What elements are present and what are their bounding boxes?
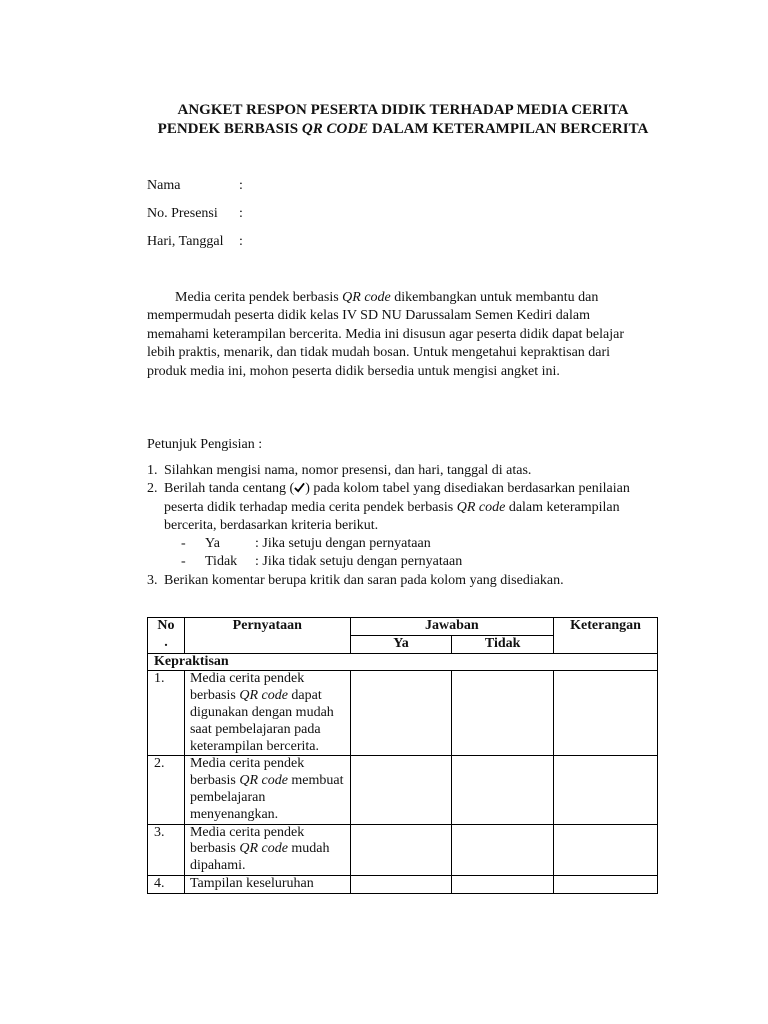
option-tidak-label: Tidak	[205, 554, 238, 570]
intro-em: QR code	[342, 290, 391, 305]
petunjuk-heading: Petunjuk Pengisian :	[147, 437, 263, 452]
header-keterangan: Keterangan	[554, 618, 658, 654]
cell-tidak[interactable]	[452, 756, 554, 824]
row-statement-pre: Media cerita pendek berbasis	[189, 824, 305, 857]
questionnaire-table	[147, 617, 658, 894]
header-no-dot: .	[164, 634, 168, 650]
cell-ya[interactable]	[350, 875, 452, 893]
cell-ya[interactable]	[350, 756, 452, 824]
field-presensi-sep: :	[239, 206, 243, 221]
option-ya	[164, 535, 667, 553]
header-no	[148, 618, 185, 654]
row-statement	[184, 824, 350, 875]
option-tidak	[164, 553, 667, 571]
instruction-2-mid: ) pada kolom tabel yang disediakan berdasarkan penilaian peserta didik terhadap media cerita pendek berbasis	[164, 481, 630, 515]
field-nama	[147, 177, 243, 195]
field-hari-tanggal-sep: :	[239, 234, 243, 249]
row-statement-em: QR code	[239, 688, 288, 704]
instruction-2-post: dalam keterampilan bercerita, berdasarkan kriteria berikut.	[164, 499, 620, 533]
row-statement-post: dapat digunakan dengan mudah saat pembelajaran pada keterampilan bercerita.	[189, 688, 334, 754]
row-statement	[184, 756, 350, 824]
title-line-2-em: QR CODE	[301, 121, 369, 137]
table-row	[148, 824, 658, 875]
field-nama-sep: :	[239, 178, 243, 193]
option-tidak-dash: -	[181, 554, 186, 570]
instruction-2-number: 2.	[147, 481, 158, 497]
row-statement-pre: Media cerita pendek berbasis	[189, 756, 305, 789]
field-nama-label: Nama	[147, 178, 181, 193]
section-row	[148, 653, 658, 671]
table-header-row	[148, 618, 658, 636]
option-ya-desc: : Jika setuju dengan pernyataan	[255, 536, 431, 552]
row-statement-em: QR code	[239, 841, 288, 857]
cell-tidak[interactable]	[452, 671, 554, 756]
instruction-3-text: Berikan komentar berupa kritik dan saran pada kolom yang disediakan.	[164, 572, 564, 588]
option-tidak-desc: : Jika tidak setuju dengan pernyataan	[255, 554, 463, 570]
header-jawaban: Jawaban	[350, 618, 553, 636]
intro-pre: Media cerita pendek berbasis	[175, 290, 343, 305]
row-number: 1.	[148, 671, 185, 756]
row-statement-em: QR code	[239, 773, 288, 789]
option-ya-dash: -	[181, 536, 186, 552]
row-number: 4.	[148, 875, 185, 893]
table-row	[148, 875, 658, 893]
field-presensi	[147, 205, 243, 223]
cell-keterangan[interactable]	[554, 671, 658, 756]
cell-tidak[interactable]	[452, 875, 554, 893]
row-statement-pre: Media cerita pendek berbasis	[189, 671, 305, 704]
instruction-1-text: Silahkan mengisi nama, nomor presensi, dan hari, tanggal di atas.	[164, 463, 532, 478]
title-line-1: ANGKET RESPON PESERTA DIDIK TERHADAP MEDIA CERITA	[177, 102, 629, 118]
cell-ya[interactable]	[350, 671, 452, 756]
field-hari-tanggal-label: Hari, Tanggal	[147, 234, 224, 249]
instruction-2-em: QR code	[456, 499, 506, 515]
title-line-2	[100, 120, 706, 139]
header-no-text: No	[157, 618, 175, 633]
header-pernyataan: Pernyataan	[184, 618, 350, 654]
row-statement-post: membuat pembelajaran menyenangkan.	[189, 773, 344, 822]
title-line-2-post: DALAM KETERAMPILAN BERCERITA	[368, 121, 649, 137]
checkmark-icon	[294, 482, 305, 493]
instruction-list	[147, 462, 667, 590]
section-kepraktisan: Kepraktisan	[148, 653, 658, 671]
row-statement-pre: Tampilan keseluruhan	[189, 875, 314, 891]
instruction-2-pre: Berilah tanda centang (	[164, 481, 295, 497]
document-title	[100, 101, 706, 139]
instruction-1-number: 1.	[147, 463, 158, 478]
instruction-item-2	[147, 480, 667, 571]
intro-paragraph	[147, 289, 647, 381]
field-presensi-label: No. Presensi	[147, 206, 218, 221]
instruction-item-1	[147, 462, 667, 480]
header-tidak: Tidak	[452, 635, 554, 653]
intro-post: dikembangkan untuk membantu dan mempermudah peserta didik kelas IV SD NU Darussalam Semen Kediri dalam memahami keterampilan bercerita. Media ini disusun agar peserta didik dapat belajar lebih praktis, menarik, dan tidak mudah bosan. Untuk mengetahui kepraktisan dari produk media ini, mohon peserta didik bersedia untuk mengisi angket ini.	[147, 290, 624, 379]
row-statement	[184, 671, 350, 756]
title-line-2-pre: PENDEK BERBASIS	[157, 121, 302, 137]
row-statement-post: mudah dipahami.	[189, 841, 330, 874]
option-ya-label: Ya	[205, 536, 220, 552]
instruction-3-number: 3.	[147, 572, 158, 588]
cell-keterangan[interactable]	[554, 875, 658, 893]
table-row	[148, 756, 658, 824]
cell-keterangan[interactable]	[554, 824, 658, 875]
row-statement	[184, 875, 350, 893]
row-number: 3.	[148, 824, 185, 875]
cell-tidak[interactable]	[452, 824, 554, 875]
header-ya: Ya	[350, 635, 452, 653]
row-number: 2.	[148, 756, 185, 824]
instruction-item-3	[147, 572, 667, 590]
cell-keterangan[interactable]	[554, 756, 658, 824]
cell-ya[interactable]	[350, 824, 452, 875]
table-row	[148, 671, 658, 756]
field-hari-tanggal	[147, 233, 243, 251]
